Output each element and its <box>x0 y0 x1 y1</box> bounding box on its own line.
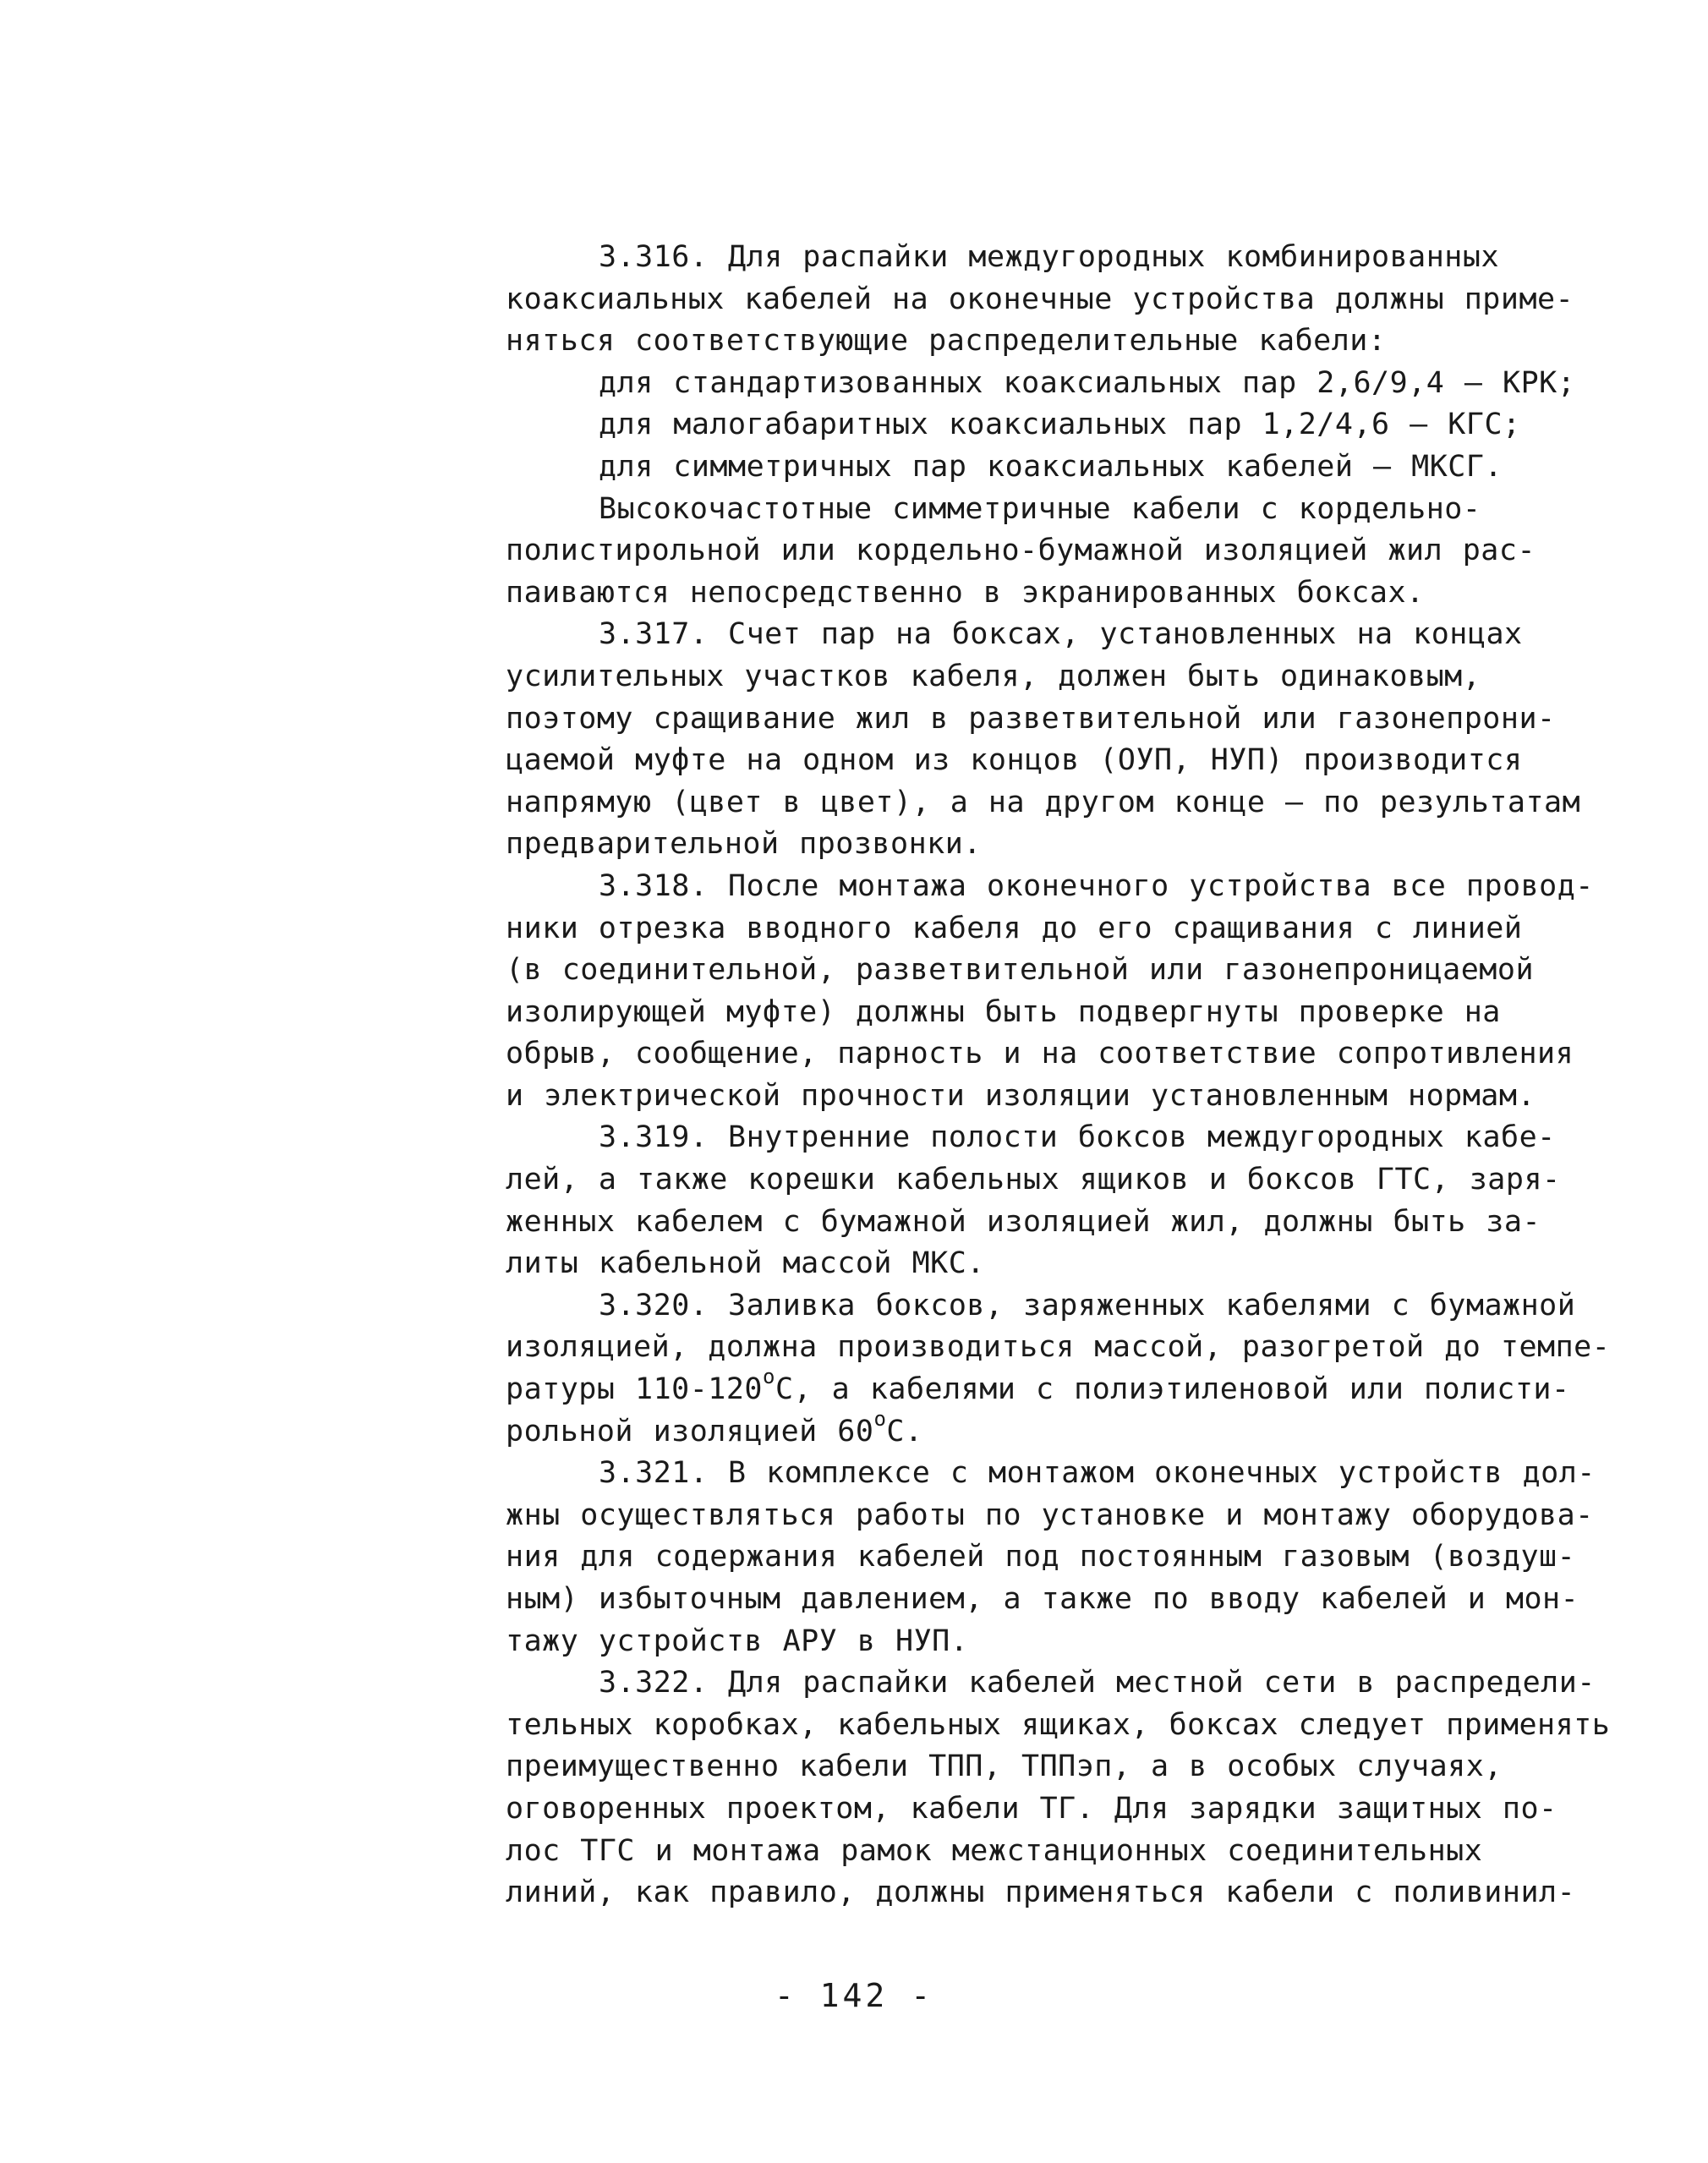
list-item-symmetric <box>506 446 1656 489</box>
paragraph-3-316 <box>506 237 1656 363</box>
text-fragment: С. <box>886 1414 923 1448</box>
text-line: изоляцией, должна производиться массой, разогретой до темпе- <box>506 1330 1611 1365</box>
text-line: (в соединительной, разветвительной или газонепроницаемой <box>506 953 1535 988</box>
text-line: напрямую (цвет в цвет), а на другом конце – по результатам <box>506 785 1581 819</box>
paragraph-3-322 <box>506 1662 1656 1914</box>
text-line: изолирующей муфте) должны быть подвергнуты проверке на <box>506 994 1501 1029</box>
paragraph-3-321 <box>506 1453 1656 1662</box>
text-line: преимущественно кабели ТПП, ТППэп, а в особых случаях, <box>506 1750 1503 1784</box>
paragraph-3-320 <box>506 1285 1656 1453</box>
text-line: ники отрезка вводного кабеля до его сращивания с линией <box>506 911 1523 945</box>
text-line: коаксиальных кабелей на оконечные устройства должны приме- <box>506 282 1574 316</box>
paragraph-3-318 <box>506 866 1656 1118</box>
text-line: цаемой муфте на одном из концов (ОУП, НУП) производится <box>506 743 1523 778</box>
list-item-standard-coax <box>506 363 1656 405</box>
text-line: оговоренных проектом, кабели ТГ. Для зарядки защитных по- <box>506 1791 1557 1826</box>
paragraph-3-317 <box>506 614 1656 866</box>
text-line <box>506 1365 1656 1411</box>
text-line: поэтому сращивание жил в разветвительной или газонепрони- <box>506 701 1556 736</box>
text-line: няться соответствующие распределительные кабели: <box>506 324 1387 359</box>
text-line: ния для содержания кабелей под постоянным газовым (воздуш- <box>506 1540 1576 1574</box>
degree-superscript: о <box>763 1365 775 1389</box>
page-number: - 142 - <box>774 1977 934 2014</box>
text-line: тажу устройств АРУ в НУП. <box>506 1624 969 1658</box>
text-line: 3.322. Для распайки кабелей местной сети в распредели- <box>599 1666 1596 1700</box>
text-line: жны осуществляться работы по установке и монтажу оборудова- <box>506 1498 1594 1532</box>
text-line: для малогабаритных коаксиальных пар 1,2/4,6 – КГС; <box>599 408 1521 442</box>
text-line: усилительных участков кабеля, должен быть одинаковым, <box>506 659 1481 693</box>
text-line: тельных коробках, кабельных ящиках, боксах следует применять <box>506 1707 1611 1742</box>
text-line: для стандартизованных коаксиальных пар 2,6/9,4 – КРК; <box>599 365 1576 400</box>
text-line: литы кабельной массой МКС. <box>506 1246 985 1281</box>
paragraph-3-319 <box>506 1117 1656 1284</box>
text-fragment: ратуры 110-120 <box>506 1372 764 1407</box>
text-line: лей, а также корешки кабельных ящиков и боксов ГТС, заря- <box>506 1163 1561 1197</box>
paragraph-hf-cables <box>506 489 1656 615</box>
degree-superscript: о <box>873 1406 887 1431</box>
text-line: для симметричных пар коаксиальных кабелей – МКСГ. <box>599 449 1503 484</box>
text-line: паиваются непосредственно в экранированных боксах. <box>506 575 1425 610</box>
text-line: 3.318. После монтажа оконечного устройства все провод- <box>599 868 1594 903</box>
text-line: линий, как правило, должны применяться кабели с поливинил- <box>506 1876 1576 1910</box>
text-fragment: рольной изоляцией 60 <box>506 1414 874 1448</box>
text-line: ным) избыточным давлением, а также по вводу кабелей и мон- <box>506 1582 1579 1616</box>
text-line: женных кабелем с бумажной изоляцией жил, должны быть за- <box>506 1204 1541 1239</box>
list-item-small-coax <box>506 404 1656 446</box>
text-line <box>506 1406 1656 1454</box>
text-fragment: С, а кабелями с полиэтиленовой или полисти- <box>775 1372 1570 1407</box>
text-line: обрыв, сообщение, парность и на соответствие сопротивления <box>506 1037 1574 1071</box>
text-line: 3.319. Внутренние полости боксов междугородных кабе- <box>599 1120 1556 1155</box>
text-line: 3.320. Заливка боксов, заряженных кабелями с бумажной <box>599 1288 1576 1322</box>
text-line: и электрической прочности изоляции установленным нормам. <box>506 1078 1536 1113</box>
text-line: полистирольной или кордельно-бумажной изоляцией жил рас- <box>506 534 1536 568</box>
text-line: 3.321. В комплексе с монтажом оконечных устройств дол- <box>599 1456 1596 1491</box>
text-line: Высокочастотные симметричные кабели с кордельно- <box>599 491 1481 526</box>
text-line: предварительной прозвонки. <box>506 827 982 862</box>
document-page <box>506 237 1656 1914</box>
text-line: 3.316. Для распайки междугородных комбинированных <box>599 240 1500 274</box>
text-line: 3.317. Счет пар на боксах, установленных на концах <box>599 617 1523 652</box>
text-line: лос ТГС и монтажа рамок межстанционных соединительных <box>506 1833 1483 1868</box>
